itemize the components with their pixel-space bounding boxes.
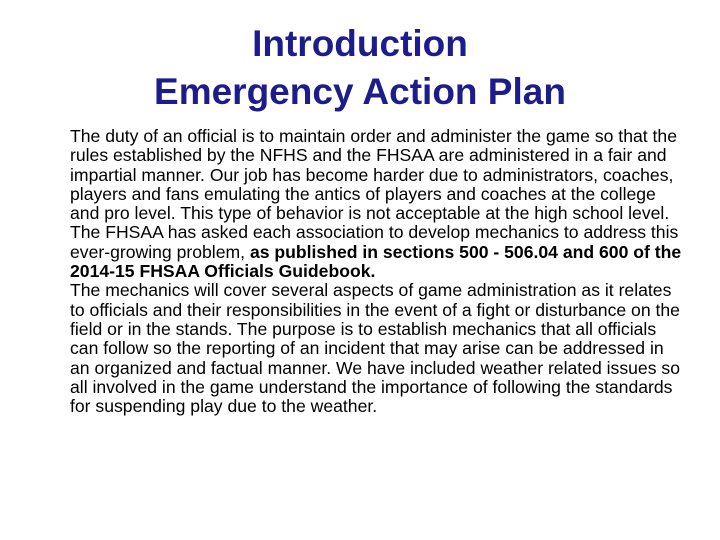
body-text: [70, 127, 682, 416]
paragraph-2: The mechanics will cover several aspects of game administration as it relates to officials and their responsibilities in the event of a fight or disturbance on the field or in the stands. The purpose is to establish mechanics that all officials can follow so the reporting of an incident that may arise can be addressed in an organized and factual manner. We have included weather related issues so all involved in the game understand the importance of following the standards for suspending play due to the weather.: [70, 280, 680, 417]
title-line-1: Introduction: [252, 23, 468, 64]
paragraph-1: [70, 127, 682, 281]
slide-title: [0, 20, 720, 116]
title-line-2: Emergency Action Plan: [154, 71, 566, 112]
paragraph-1-bold-text: as published in sections 500 - 506.04 and 600 of the 2014-15 FHSAA Officials Guidebook.: [70, 241, 682, 282]
paragraph-1-text: The duty of an official is to maintain order and administer the game so that the rules established by the NFHS and the FHSAA are administered in a fair and impartial manner. Our job has become harder due to administrators, coaches, players and fans emulating the antics of players and coaches at the college and pro level. This type of behavior is not acceptable at the high school level. The FHSAA has asked each association to develop mechanics to address this ever-growing problem,: [70, 126, 679, 262]
